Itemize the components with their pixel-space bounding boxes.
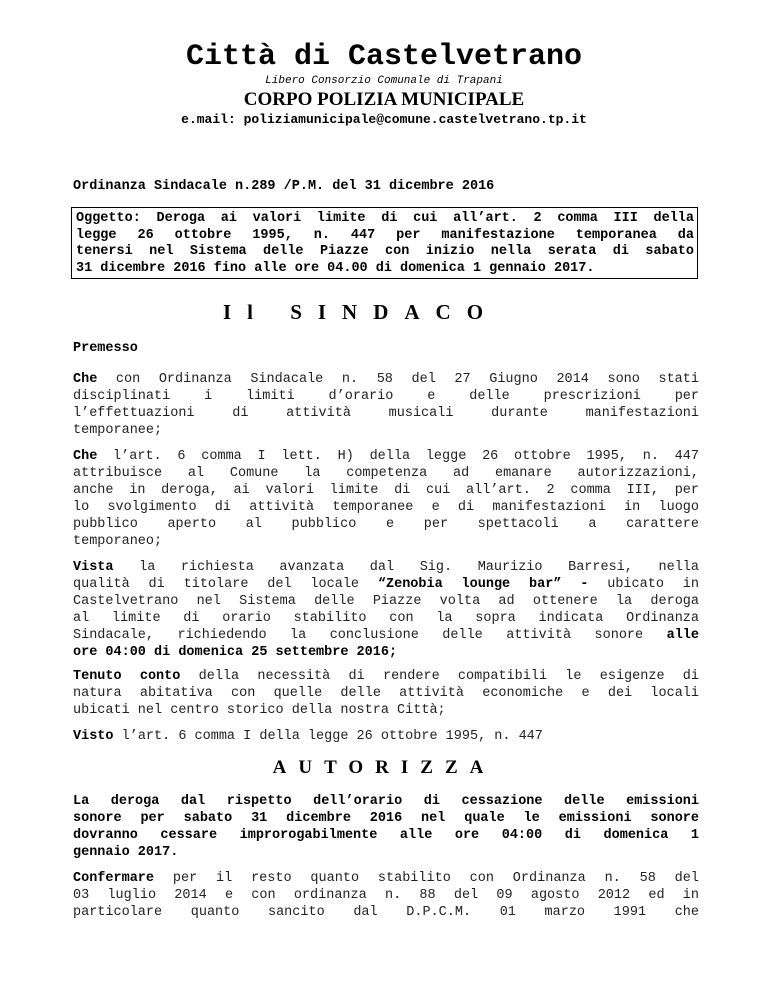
paragraph-line [73,576,699,593]
text-run: qualità di titolare del locale [73,577,378,592]
subject-line: Oggetto: Deroga ai valori limite di cui all’art. 2 comma III della [76,211,694,226]
paragraph-line: ubicati nel centro storico della nostra Città; [73,703,446,718]
subject-box [71,207,698,279]
text-run: l’art. 6 comma I della legge 26 ottobre 1995, n. 447 [113,729,543,744]
text-run: ubicato in [588,577,699,592]
paragraph-line: gennaio 2017. [73,845,179,860]
sindaco-heading: Il SINDACO [222,300,500,324]
paragraph-line [73,644,699,661]
lead-word: Che [73,449,98,464]
paragraph-line [73,448,699,465]
paragraph-line [73,627,699,644]
text-run: Sindacale, richiedendo la conclusione delle attività sonore [73,628,667,643]
lead-word: Visto [73,729,114,744]
text-run: con Ordinanza Sindacale n. 58 del 27 Giugno 2014 sono stati [97,372,699,387]
paragraph-line [73,371,699,388]
paragraph-line [73,559,699,576]
paragraph-line [73,728,699,745]
text-run: la richiesta avanzata dal Sig. Maurizio Barresi, nella [113,560,699,575]
paragraph-line: sonore per sabato 31 dicembre 2016 nel quale le emissioni sonore [73,811,699,826]
paragraph-visto [73,728,699,745]
paragraph-line: particolare quanto sancito dal D.P.C.M. 01 marzo 1991 che [73,905,699,920]
paragraph-line: dovranno cessare improrogabilmente alle ore 04:00 di domenica 1 [73,828,699,843]
paragraph-line: attribuisce al Comune la competenza ad emanare autorizzazioni, [73,466,699,481]
autorizza-heading: AUTORIZZA [272,757,496,778]
subject-line: legge 26 ottobre 1995, n. 447 per manifestazione temporanea da [76,227,694,243]
bold-run: alle [666,628,699,643]
paragraph-che-1 [73,371,699,439]
paragraph-deroga [73,793,699,861]
lead-word: Confermare [73,871,155,886]
email-line: e.mail: poliziamunicipale@comune.castelvetrano.tp.it [181,112,587,127]
paragraph-line: temporaneo; [73,534,163,549]
text-run: della necessità di rendere compatibili le esigenze di [180,669,699,684]
paragraph-line: temporanee; [73,423,163,438]
paragraph-line: natura abitativa con quelle delle attività economiche e dei locali [73,686,699,701]
lead-word: Tenuto conto [73,669,181,684]
paragraph-line: disciplinati i limiti d’orario e delle prescrizioni per [73,389,699,404]
paragraph-line [73,870,699,887]
paragraph-confermare [73,870,699,921]
paragraph-line: Castelvetrano nel Sistema delle Piazze volta ad ottenere la deroga [73,594,699,609]
paragraph-tenuto-conto [73,668,699,719]
lead-word: Che [73,372,98,387]
paragraph-line: anche in deroga, ai valori limite di cui all’art. 2 comma III, per [73,483,699,498]
paragraph-line: pubblico aperto al pubblico e per spettacoli a carattere [73,517,699,532]
text-run: l’art. 6 comma I lett. H) della legge 26 ottobre 1995, n. 447 [97,449,699,464]
ordinance-number: Ordinanza Sindacale n.289 /P.M. del 31 dicembre 2016 [73,179,495,194]
premesso-heading: Premesso [73,341,138,356]
paragraph-line: l’effettuazioni di attività musicali durante manifestazioni [73,406,699,421]
subject-line: tenersi nel Sistema delle Piazze con inizio nella serata di sabato [76,244,694,259]
paragraph-line [73,668,699,685]
city-title: Città di Castelvetrano [185,40,583,74]
paragraph-line: 03 luglio 2014 e con ordinanza n. 88 del 09 agosto 2012 ed in [73,888,699,903]
venue-name: “Zenobia lounge bar” - [377,577,589,592]
lead-word: Vista [73,560,114,575]
paragraph-che-2 [73,448,699,550]
consortium-subtitle: Libero Consorzio Comunale di Trapani [265,75,503,87]
bold-run: ore 04:00 di domenica 25 settembre 2016; [73,645,398,660]
paragraph-line: lo svolgimento di attività temporanee e di manifestazioni in luogo [73,500,699,515]
paragraph-line: al limite di orario stabilito con la sopra indicata Ordinanza [73,611,699,626]
paragraph-line: La deroga dal rispetto dell’orario di cessazione delle emissioni [73,794,699,809]
text-run: per il resto quanto stabilito con Ordinanza n. 58 del [154,871,699,886]
subject-line: 31 dicembre 2016 fino alle ore 04.00 di domenica 1 gennaio 2017. [76,260,595,276]
corps-heading: CORPO POLIZIA MUNICIPALE [243,89,525,110]
paragraph-vista [73,559,699,661]
